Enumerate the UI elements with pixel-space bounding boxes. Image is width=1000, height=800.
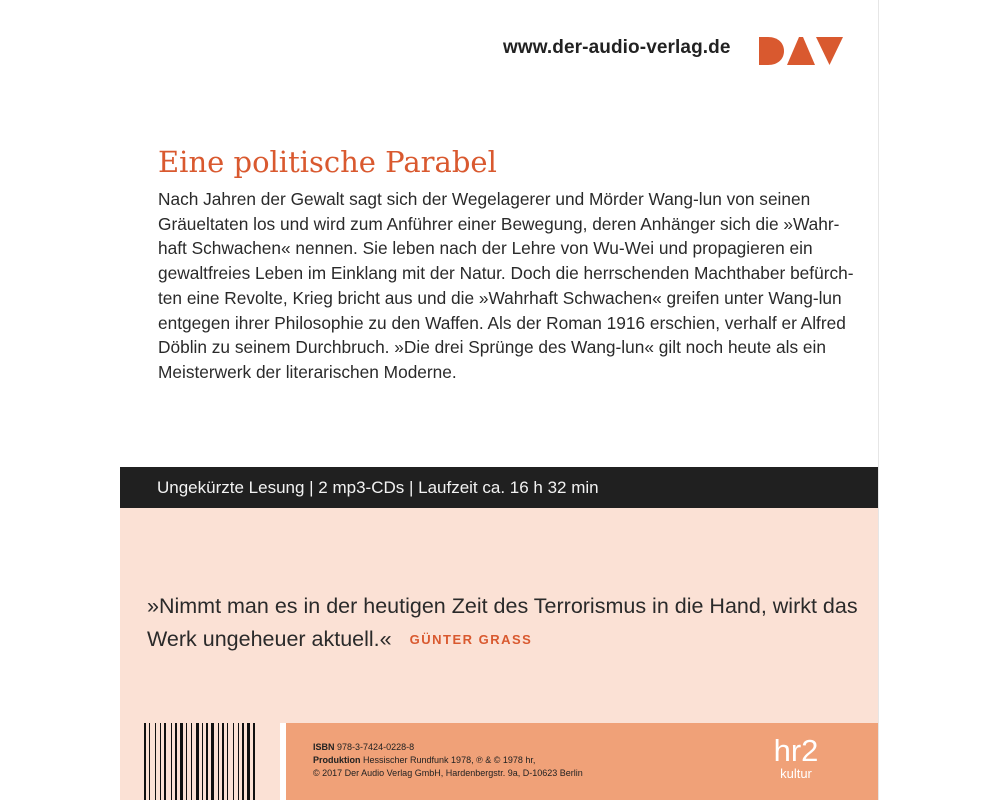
synopsis-line: Meisterwerk der literarischen Moderne.	[158, 361, 457, 382]
barcode-stripe	[218, 723, 219, 800]
product-info-text: Ungekürzte Lesung | 2 mp3-CDs | Laufzeit ca. 16 h 32 min	[157, 478, 599, 497]
synopsis-line: Döblin zu seinem Durchbruch. »Die drei Sprünge des Wang-lun« gilt noch heute als ein	[158, 337, 826, 358]
barcode-stripe	[222, 723, 224, 800]
barcode-stripe	[206, 723, 208, 800]
produktion-label: Produktion	[313, 755, 361, 765]
barcode-stripe	[247, 723, 250, 800]
product-info-bar	[120, 467, 878, 508]
publisher-website: www.der-audio-verlag.de	[503, 37, 731, 58]
synopsis-line: Gräueltaten los und wird zum Anführer einer Bewegung, deren Anhänger sich die »Wahr-	[158, 213, 840, 234]
synopsis-line: ten eine Revolte, Krieg bricht aus und die »Wahrhaft Schwachen« greifen unter Wang-lun	[158, 287, 842, 308]
produktion-value: Hessischer Rundfunk 1978, ℗ & © 1978 hr,	[363, 755, 536, 765]
article-title: Eine politische Parabel	[158, 145, 497, 179]
hr2-logo-main: hr2	[773, 733, 819, 768]
barcode-stripe	[144, 723, 146, 800]
quote-line: Werk ungeheuer aktuell.«	[147, 627, 392, 651]
barcode-stripe	[160, 723, 161, 800]
review-quote	[147, 590, 867, 656]
quote-author: GÜNTER GRASS	[409, 632, 533, 647]
footer-credits-bar	[286, 723, 878, 800]
barcode-stripe	[196, 723, 199, 800]
synopsis-line: entgegen ihrer Philosophie zu den Waffen. Als der Roman 1916 erschien, verhalf er Alfred	[158, 312, 846, 333]
barcode-stripe	[191, 723, 192, 800]
barcode-stripe	[233, 723, 234, 800]
barcode-stripe	[175, 723, 177, 800]
barcode-stripe	[186, 723, 187, 800]
hr2-kultur-logo	[764, 735, 828, 793]
hr2-logo-sub: kultur	[780, 766, 812, 781]
isbn-label: ISBN	[313, 742, 335, 752]
barcode-stripe	[227, 723, 228, 800]
dav-logo	[758, 35, 844, 67]
quote-line: »Nimmt man es in der heutigen Zeit des Terrorismus in die Hand, wirkt das	[147, 594, 858, 618]
quote-section	[120, 508, 878, 723]
synopsis-line: gewaltfreies Leben im Einklang mit der Natur. Doch die herrschenden Machthaber befürch-	[158, 263, 854, 284]
barcode-stripe	[253, 723, 255, 800]
barcode-stripe	[238, 723, 239, 800]
synopsis-text	[158, 187, 854, 385]
cover-edge-divider	[878, 0, 879, 800]
barcode-stripe	[180, 723, 183, 800]
barcode-stripe	[164, 723, 166, 800]
copyright-line: © 2017 Der Audio Verlag GmbH, Hardenbergstr. 9a, D-10623 Berlin	[313, 768, 583, 778]
barcode-stripe	[171, 723, 172, 800]
barcode-stripe	[155, 723, 156, 800]
barcode-stripe	[242, 723, 244, 800]
isbn-value: 978-3-7424-0228-8	[337, 742, 415, 752]
barcode	[120, 723, 280, 800]
barcode-stripe	[149, 723, 150, 800]
barcode-stripe	[211, 723, 214, 800]
barcode-stripe	[202, 723, 203, 800]
synopsis-line: Nach Jahren der Gewalt sagt sich der Wegelagerer und Mörder Wang-lun von seinen	[158, 189, 811, 209]
synopsis-line: haft Schwachen« nennen. Sie leben nach der Lehre von Wu-Wei und propagieren ein	[158, 238, 813, 259]
credits-text	[313, 741, 583, 780]
